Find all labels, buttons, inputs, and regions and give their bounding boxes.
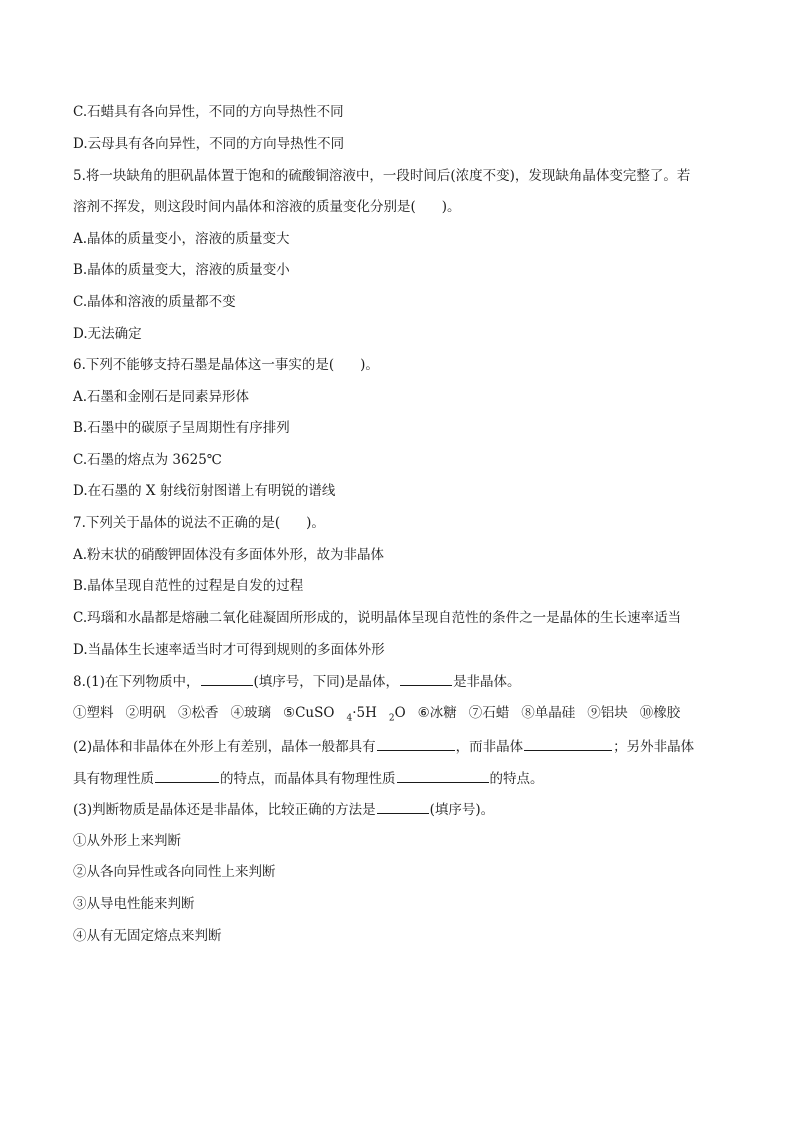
q8-part2-line2-text-c: 的特点。 (489, 771, 544, 787)
option-d-prev: D.云母具有各向异性，不同的方向导热性不同 (73, 136, 345, 152)
q7-option-d: D.当晶体生长速率适当时才可得到规则的多面体外形 (73, 642, 385, 658)
h2o-oxygen: O (394, 705, 406, 721)
q7-option-a: A.粉末状的硝酸钾固体没有多面体外形，故为非晶体 (73, 547, 385, 563)
q5-option-c: C.晶体和溶液的质量都不变 (73, 294, 236, 310)
q8-option-3: ③从导电性能来判断 (73, 896, 195, 912)
q8-part2-text-b: ，而非晶体 (455, 739, 524, 755)
cuso4-hydrate: ·5H (352, 705, 377, 721)
fill-blank[interactable] (524, 736, 612, 751)
q7-stem-end: )。 (306, 515, 325, 531)
q8-part2-line1 (73, 736, 723, 757)
material-item: ⑦石蜡 (468, 705, 510, 721)
q6-option-c: C.石墨的熔点为 3625℃ (73, 452, 222, 468)
fill-blank[interactable] (400, 671, 452, 686)
fill-blank[interactable] (155, 768, 219, 783)
q5-option-b: B.晶体的质量变大，溶液的质量变小 (73, 262, 290, 278)
q6-option-d: D.在石墨的 X 射线衍射图谱上有明锐的谱线 (73, 483, 336, 499)
material-item: ⑨铝块 (587, 705, 628, 721)
q5-stem-line1: 5.将一块缺角的胆矾晶体置于饱和的硫酸铜溶液中，一段时间后(浓度不变)，发现缺角晶体变完整了。若 (73, 168, 691, 184)
q6-stem-text: 6.下列不能够支持石墨是晶体这一事实的是( (73, 357, 335, 373)
q8-materials-list (73, 703, 723, 729)
q8-part3-text-b: (填序号)。 (429, 802, 495, 818)
q6-stem-end: )。 (360, 357, 379, 373)
cuso4-text: ⑤CuSO (283, 705, 335, 721)
h2o-subscript: 2 (388, 713, 395, 724)
q8-part2-text-c: ；另外非晶体 (613, 739, 695, 755)
material-item-cuso4 (283, 705, 406, 724)
q6-option-a: A.石墨和金刚石是同素异形体 (73, 389, 250, 405)
q8-part2-line2-text-a: 具有物理性质 (73, 771, 154, 787)
material-item: ④玻璃 (230, 705, 271, 721)
q7-stem (73, 513, 723, 533)
material-item: ③松香 (178, 705, 219, 721)
q6-option-b: B.石墨中的碳原子呈周期性有序排列 (73, 420, 290, 436)
q8-part1 (73, 671, 723, 692)
option-c-prev: C.石蜡具有各向异性，不同的方向导热性不同 (73, 104, 344, 120)
q5-option-a: A.晶体的质量变小，溶液的质量变大 (73, 231, 290, 247)
q6-stem (73, 355, 723, 375)
material-item: ⑥冰糖 (417, 705, 457, 721)
fill-blank[interactable] (377, 736, 455, 751)
q8-part3-text-a: (3)判断物质是晶体还是非晶体，比较正确的方法是 (73, 802, 376, 818)
q7-option-b: B.晶体呈现自范性的过程是自发的过程 (73, 578, 304, 594)
material-item: ⑩橡胶 (639, 705, 681, 721)
q8-part1-text-a: 8.(1)在下列物质中， (73, 674, 200, 690)
q8-option-2: ②从各向异性或各向同性上来判断 (73, 864, 276, 880)
fill-blank[interactable] (201, 671, 253, 686)
cuso4-subscript: 4 (346, 713, 353, 724)
material-item: ②明矾 (125, 705, 166, 721)
q5-stem-text: 溶剂不挥发，则这段时间内晶体和溶液的质量变化分别是( (73, 199, 416, 215)
material-item: ①塑料 (73, 705, 114, 721)
q8-part2-line2-text-b: 的特点，而晶体具有物理性质 (220, 771, 396, 787)
q5-stem-line2 (73, 197, 723, 217)
fill-blank[interactable] (397, 768, 489, 783)
q5-stem-end: )。 (441, 199, 461, 215)
q8-option-4: ④从有无固定熔点来判断 (73, 928, 222, 944)
q7-option-c: C.玛瑙和水晶都是熔融二氧化硅凝固所形成的，说明晶体呈现自范性的条件之一是晶体的生长速率适当 (73, 610, 682, 626)
q8-part1-text-c: 是非晶体。 (453, 674, 521, 690)
fill-blank[interactable] (377, 799, 429, 814)
q8-part1-text-b: (填序号，下同)是晶体， (253, 674, 400, 690)
q7-stem-text: 7.下列关于晶体的说法不正确的是( (73, 515, 281, 531)
q8-part2-line2 (73, 768, 723, 789)
q5-option-d: D.无法确定 (73, 326, 142, 342)
material-item: ⑧单晶硅 (521, 705, 576, 721)
q8-part2-text-a: (2)晶体和非晶体在外形上有差别，晶体一般都具有 (73, 739, 376, 755)
q8-part3 (73, 799, 723, 820)
q8-option-1: ①从外形上来判断 (73, 833, 181, 849)
